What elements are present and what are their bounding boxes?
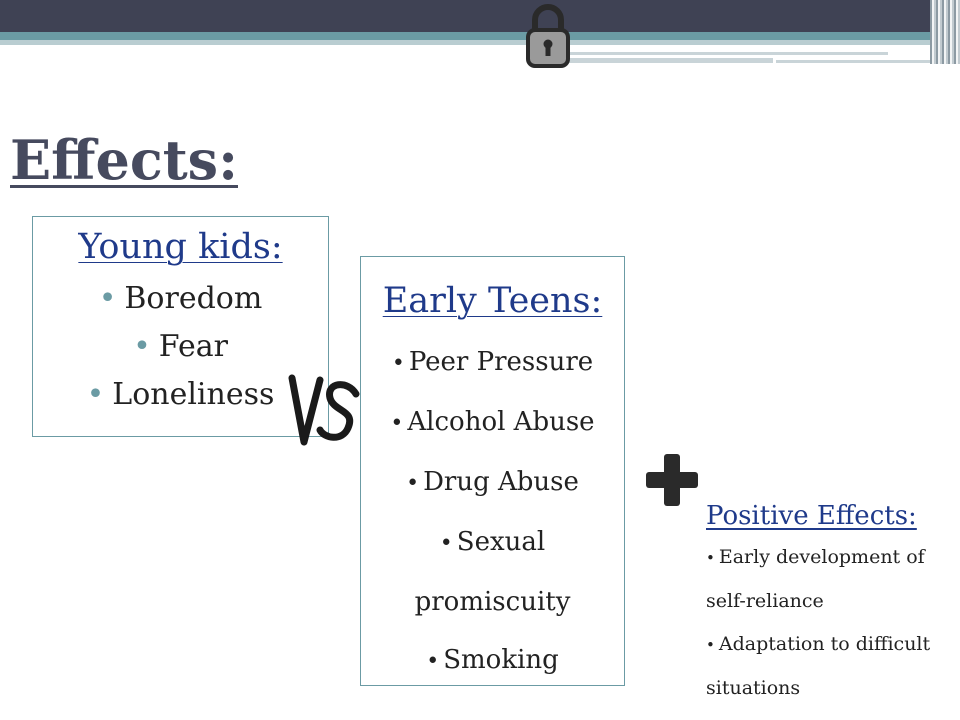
list-item: • Drug Abuse [406, 467, 579, 497]
positive-effects-section [706, 496, 956, 710]
list-item: • Smoking [426, 645, 559, 675]
list-item: • Fear [133, 329, 228, 364]
early-teens-heading: Early Teens: [382, 281, 603, 321]
positive-effects-list [706, 536, 956, 710]
list-item: • Sexual promiscuity [414, 527, 571, 617]
early-teens-list [361, 333, 624, 691]
vs-icon [286, 372, 362, 448]
lock-icon [524, 2, 572, 68]
banner-edge-stripes [930, 0, 960, 64]
list-item: • Loneliness [86, 377, 275, 412]
banner-rule [568, 58, 773, 63]
banner-light-stripe [0, 40, 930, 45]
bullet-icon: • [439, 531, 453, 556]
positive-effects-heading: Positive Effects: [706, 501, 917, 531]
bullet-icon: • [86, 377, 105, 412]
young-kids-heading: Young kids: [78, 227, 283, 267]
bullet-icon: • [406, 471, 420, 496]
list-item: • Alcohol Abuse [390, 407, 595, 437]
list-item: • Adaptation to difficult situations [706, 633, 931, 699]
bullet-icon: • [391, 351, 405, 376]
young-kids-box [32, 216, 329, 437]
banner-top [0, 0, 930, 32]
young-kids-list [33, 275, 328, 419]
list-item: • Early development of self-reliance [706, 546, 925, 612]
early-teens-box [360, 256, 625, 686]
bullet-icon: • [133, 329, 151, 364]
list-item: • Boredom [98, 281, 263, 316]
plus-icon [644, 452, 700, 508]
bullet-icon: • [706, 549, 715, 567]
list-item: • Peer Pressure [391, 347, 594, 377]
banner-accent-stripe [0, 32, 930, 40]
banner-rule [568, 52, 888, 55]
page-title: Effects: [10, 128, 238, 192]
bullet-icon: • [426, 649, 440, 674]
bullet-icon: • [706, 636, 715, 654]
bullet-icon: • [98, 281, 117, 316]
bullet-icon: • [390, 411, 404, 436]
banner-rule [776, 60, 930, 63]
